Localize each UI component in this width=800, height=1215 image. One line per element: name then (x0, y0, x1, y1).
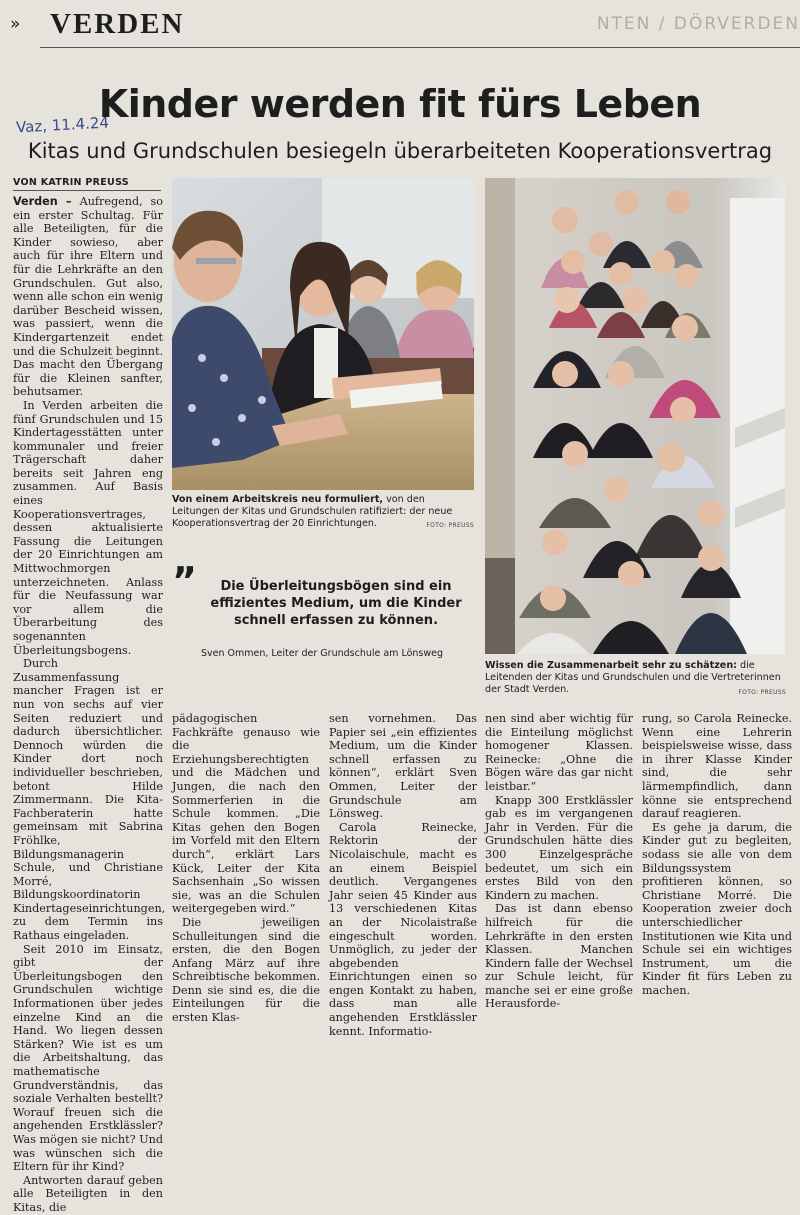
header-rule (40, 47, 800, 48)
paragraph: In Verden arbeiten die fünf Grundschulen und 15 Kindertagesstätten unter kommunaler und freier Trägerschaft daher bereits seit Jahren eng zusammen. Auf Basis eines Kooperationsvertrages, dessen aktualisierte Fassung die Leitungen der 20 Einrichtungen am Mittwochmorgen unterzeichneten. Anlass für die Neufassung war vor allem die Überarbeitung des sogenannten Überleitungsbogens. (13, 398, 163, 657)
headline: Kinder werden fit fürs Leben (98, 82, 702, 126)
paragraph: Es gehe ja darum, die Kinder gut zu begleiten, sodass sie alle von dem Bildungssystem profitieren können, so Christiane Morré. Die Kooperation zweier doch unterschiedlicher Institutionen wie Kita und Schule sei ein wichtiges Instrument, um die Kinder fit fürs Leben zu machen. (642, 820, 792, 997)
paragraph: Die jeweiligen Schulleitungen sind die ersten, die den Bogen Anfang März auf ihre Schreibtische bekommen. Denn sie sind es, die die Einteilungen für die ersten Klas- (172, 915, 320, 1025)
photo-meeting-caption: Von einem Arbeitskreis neu formuliert, von den Leitungen der Kitas und Grundschulen ratifiziert: der neue Kooperationsvertrag der 20 Einrichtungen. (172, 494, 453, 529)
photo-group-credit: FOTO: PREUSS (738, 689, 786, 696)
quote-icon: ” (172, 559, 197, 603)
article-column-3 (329, 712, 477, 1038)
paragraph: Knapp 300 Erstklässler gab es im vergangenen Jahr in Verden. Für die Grundschulen hätte dies 300 Einzelgespräche bedeutet, um sich ein erstes Bild von den Kindern zu machen. (485, 793, 633, 902)
subheadline: Kitas und Grundschulen besiegeln überarbeiteten Kooperationsvertrag (27, 139, 773, 163)
paragraph: Das ist dann ebenso hilfreich für die Lehrkräfte in den ersten Klassen. Manchen Kindern falle der Wechsel zur Schule leicht, für manche sei er eine große Herausforde- (485, 902, 633, 1011)
paragraph: Durch Zusammenfassung mancher Fragen ist er nun von sechs auf vier Seiten reduziert und dadurch übersichtlicher. Dennoch würden die Kinder dort noch individueller beschrieben, betont Hilde Zimmermann. Die Kita-Fachberaterin hatte gemeinsam mit Sabrina Fröhlke, Bildungsmanagerin Schule, und Christiane Morré, Bildungskoordinatorin Kindertageseinrichtungen, zu dem Termin ins Rathaus eingeladen. (13, 657, 166, 943)
section-title: VERDEN (50, 8, 185, 40)
byline-rule (13, 190, 161, 191)
dateline: Verden – (13, 195, 80, 208)
paragraph: Carola Reinecke, Rektorin der Nicolaischule, macht es an einem Beispiel deutlich. Vergangenes Jahr seien 45 Kinder aus 13 verschiedenen Kitas an der Nicolaistraße eingeschult worden. Unmöglich, zu jeder der abgebenden Einrichtungen einen so engen Kontakt zu haben, dass man alle angehenden Erstklässler kennt. Informatio- (329, 820, 477, 1038)
byline: VON KATRIN PREUSS (13, 177, 129, 188)
article-column-5 (642, 712, 792, 997)
neighbor-section-title: NTEN / DÖRVERDEN (596, 14, 800, 34)
paragraph: rung, so Carola Reinecke. Wenn eine Lehrerin beispielsweise wisse, dass in ihrer Klasse Kinder sind, die sehr lärmempfindlich, dann könne sie entsprechend darauf reagieren. (642, 712, 792, 821)
photo-group (485, 178, 785, 654)
paragraph: Seit 2010 im Einsatz, gibt der Überleitungsbogen den Grundschulen wichtige Informationen über jedes einzelne Kind an die Hand. Wo liegen dessen Stärken? Wie ist es um die Arbeitshaltung, das mathematische Grundverständnis, das soziale Verhalten bestellt? Worauf freuen sich die angehenden Erstklässler? Was mögen sie nicht? Und was wünschen sich die Eltern für ihr Kind? (13, 942, 163, 1174)
article-column-1 (13, 195, 166, 1214)
article-column-2 (172, 712, 320, 1025)
article-column-4 (485, 712, 633, 1011)
pull-quote-attribution: Sven Ommen, Leiter der Grundschule am Lönsweg (200, 648, 444, 659)
photo-meeting (172, 178, 474, 490)
paragraph: nen sind aber wichtig für die Einteilung möglichst homogener Klassen. Reinecke: „Ohne die Bögen wäre das gar nicht leistbar.“ (485, 712, 633, 793)
paragraph: pädagogischen Fachkräfte genauso wie die Erziehungsberechtigten und die Mädchen und Jungen, die nach den Sommerferien in die Schule kommen. „Die Kitas gehen den Bogen im Vorfeld mit den Eltern durch“, erklärt Lars Kück, Leiter der Kita Sachsenhain „So wissen sie, was an die Schulen weitergegeben wird.“ (172, 712, 320, 916)
photo-group-caption: Wissen die Zusammenarbeit sehr zu schätzen: die Leitenden der Kitas und Grundschulen und die Vertreterinnen der Stadt Verden. (485, 660, 781, 695)
section-header (0, 0, 800, 50)
paragraph: Antworten darauf geben alle Beteiligten in den Kitas, die (13, 1173, 163, 1214)
paragraph: sen vornehmen. Das Papier sei „ein effizientes Medium, um die Kinder schnell erfassen zu können“, erklärt Sven Ommen, Leiter der Grundschule am Lönsweg. (329, 712, 477, 821)
photo-meeting-credit: FOTO: PREUSS (426, 522, 474, 529)
pull-quote: Die Überleitungsbögen sind ein effizientes Medium, um die Kinder schnell erfassen zu können. (210, 579, 462, 628)
paragraph: Verden – Aufregend, so ein erster Schultag. Für alle Beteiligten, für die Kinder sowieso, aber auch für ihre Eltern und für die Lehrkräfte an den Grundschulen. Gut also, wenn alle schon ein wenig darüber Bescheid wissen, was passiert, wenn die Kindergartenzeit endet und die Schulzeit beginnt. Das macht den Übergang für die Kleinen sanfter, behutsamer. (13, 195, 163, 399)
handwritten-note: Vaz, 11.4.24 (15, 113, 110, 137)
chevron-icon: » (10, 14, 21, 34)
